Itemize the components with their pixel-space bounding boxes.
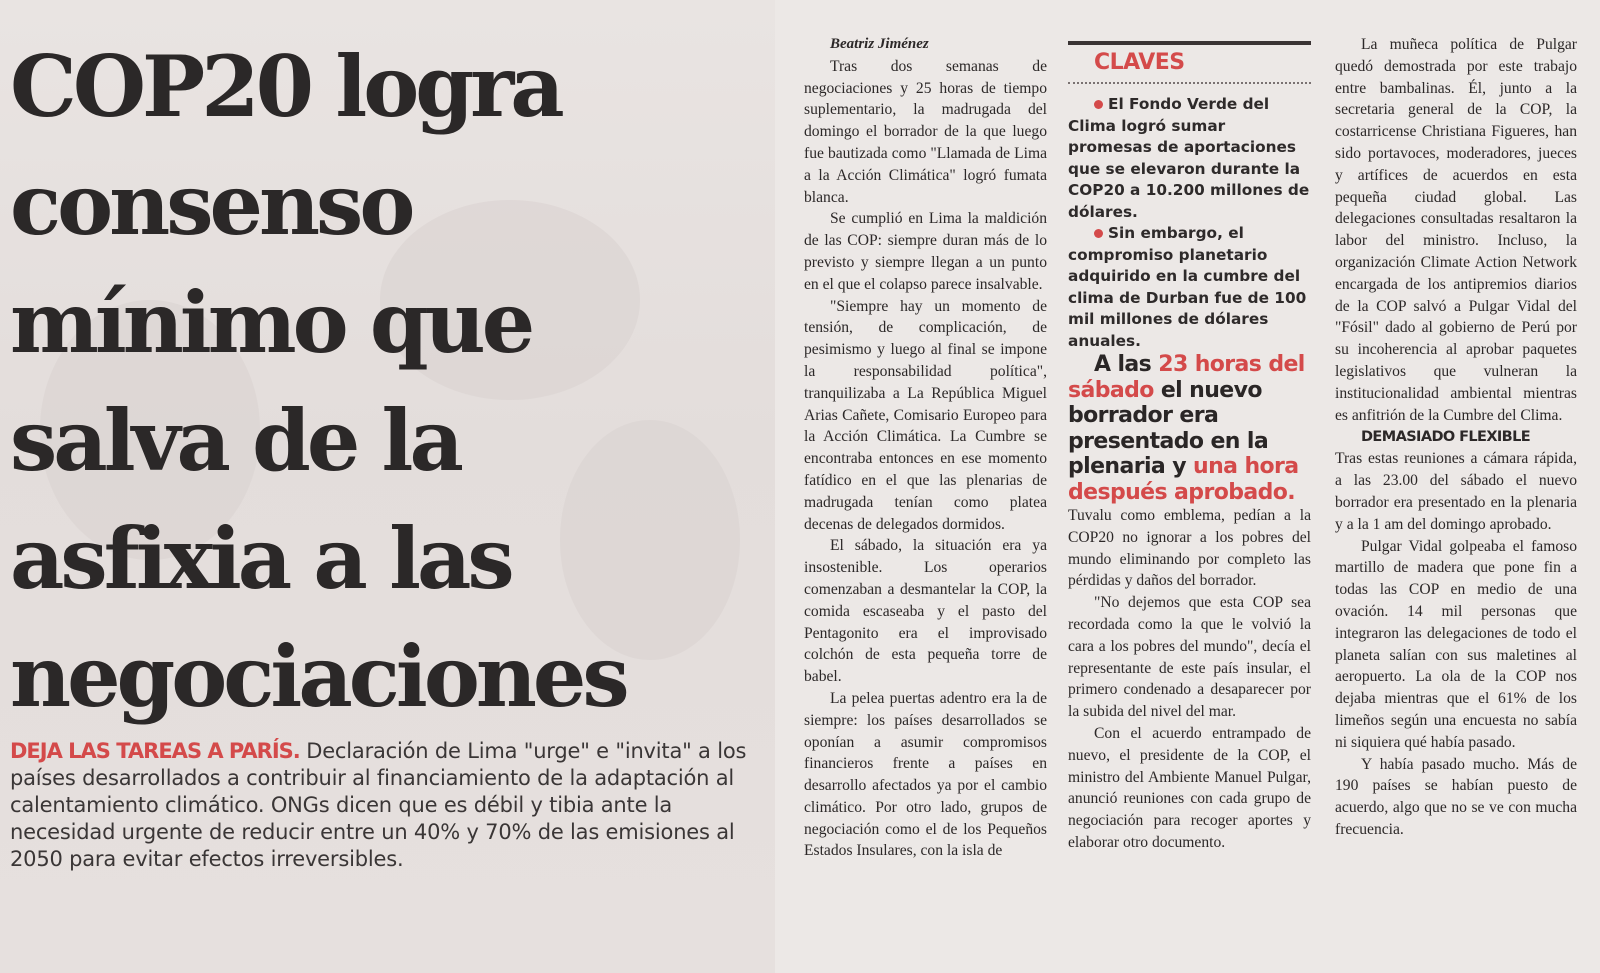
lede-text: Declaración de Lima "urge" e "invita" a los países desarrollados a contribuir al financiamiento de la adaptación al calentamiento climático. ONGs dicen que es débil y tibia ante la necesidad urgente de reducir entre un 40% y 70% de las emisiones al 2050 para evitar efectos irreversibles. xyxy=(10,739,747,871)
article-paragraph: Tuvalu como emblema, pedían a la COP20 no ignorar a los pobres del mundo eliminando por completo las pérdidas y daños del borrador. xyxy=(1068,507,1311,590)
article-column-3 xyxy=(1335,34,1577,841)
article-paragraph: Pulgar Vidal golpeaba el famoso martillo de madera que pone fin a todas las COP en medio de una ovación. 14 mil personas que integraron las delegaciones de todo el planeta salían con sus maletines al aeropuerto. La ola de la COP nos dejaba mientras que el 61% de los limeños según una encuesta no sabía ni siquiera qué había pasado. xyxy=(1335,537,1577,751)
headline-line: COP20 logra xyxy=(10,37,561,136)
headline-line: salva de la xyxy=(10,391,460,490)
article-paragraph: Con el acuerdo entrampado de nuevo, el presidente de la COP, el ministro del Ambiente Manuel Pulgar, anunció reuniones con cada grupo de negociación para recoger aportes y elaborar otro documento. xyxy=(1068,724,1311,851)
claves-rule xyxy=(1068,41,1311,45)
headline-line: mínimo que xyxy=(10,273,532,372)
article-column-1 xyxy=(804,34,1047,862)
headline xyxy=(10,28,770,736)
claves-title: CLAVES xyxy=(1094,50,1185,75)
clave-item: Sin embargo, el compromiso planetario adquirido en la cumbre del clima de Durban fue de 100 mil millones de dólares anuales. xyxy=(1068,224,1307,350)
article-paragraph: Tras estas reuniones a cámara rápida, a las 23.00 del sábado el nuevo borrador era presentado en la plenaria y a la 1 am del domingo aprobado. xyxy=(1335,450,1577,533)
article-paragraph: Se cumplió en Lima la maldición de las COP: siempre duran más de lo previsto y siempre llegan a un punto en el que el colapso parece insalvable. xyxy=(804,210,1047,293)
article-paragraph: Tras dos semanas de negociaciones y 25 horas de tiempo suplementario, la madrugada del domingo el borrador de la que luego fue bautizada como "Llamada de Lima a la Acción Climática" logró fumata blanca. xyxy=(804,57,1047,206)
pull-quote: A las 23 horas del sábado el nuevo borrador era presentado en la plenaria y una hora después aprobado. xyxy=(1068,352,1305,505)
bullet-icon xyxy=(1094,229,1103,238)
lede-kicker: DEJA LAS TAREAS A PARÍS. xyxy=(10,739,300,763)
headline-line: negociaciones xyxy=(10,627,626,726)
article-paragraph: "No dejemos que esta COP sea recordada como la que le volvió la cara a los pobres del mundo", decía el representante de este país insular, el primero condenado a desaparecer por la subida del nivel del mar. xyxy=(1068,594,1311,721)
subhead: DEMASIADO FLEXIBLE xyxy=(1361,429,1531,446)
bullet-icon xyxy=(1094,100,1103,109)
byline: Beatriz Jiménez xyxy=(830,36,929,52)
headline-line: consenso xyxy=(10,155,412,254)
clave-item: El Fondo Verde del Clima logró sumar promesas de aportaciones que se elevaron durante la COP20 a 10.200 millones de dólares. xyxy=(1068,95,1310,221)
article-paragraph: La pelea puertas adentro era la de siempre: los países desarrollados se oponían a asumir compromisos financieros frente a países en desarrollo afectados ya por el cambio climático. Por otro lado, grupos de negociación como el de los Pequeños Estados Insulares, con la isla de xyxy=(804,689,1047,860)
article-paragraph: El sábado, la situación era ya insostenible. Los operarios comenzaban a desmantelar la COP, la comida escaseaba y el pasto del Pentagonito era el improvisado colchón de esta pequeña torre de babel. xyxy=(804,537,1047,686)
article-column-2 xyxy=(1068,36,1311,854)
article-paragraph: La muñeca política de Pulgar quedó demostrada por este trabajo entre bambalinas. Él, junto a la secretaria general de la COP, la costarricense Christiana Figueres, han sido portavoces, moderadores, jueces y artífices de acuerdos en esta pequeña ciudad global. Las delegaciones consultadas resaltaron la labor del ministro. Incluso, la organización Climate Action Network encargada de los antipremios diarios de la COP salvó a Pulgar Vidal del "Fósil" dado al gobierno de Perú por su incoherencia al aprobar paquetes legislativos que vulneran la institucionalidad ambiental mientras es anfitrión de la Cumbre del Clima. xyxy=(1335,36,1577,424)
article-paragraph: Y había pasado mucho. Más de 190 países se habían puesto de acuerdo, algo que no se ve con mucha frecuencia. xyxy=(1335,755,1577,838)
lede xyxy=(10,738,770,873)
claves-divider xyxy=(1068,82,1311,84)
headline-line: asfixia a las xyxy=(10,509,511,608)
article-paragraph: "Siempre hay un momento de tensión, de complicación, de pesimismo y luego al final se impone la responsabilidad política", tranquilizaba a La República Miguel Arias Cañete, Comisario Europeo para la Acción Climática. La Cumbre se encontraba entonces en ese momento fatídico en el que las plenarias de madrugada tenían como platea decenas de delegados dormidos. xyxy=(804,297,1047,533)
